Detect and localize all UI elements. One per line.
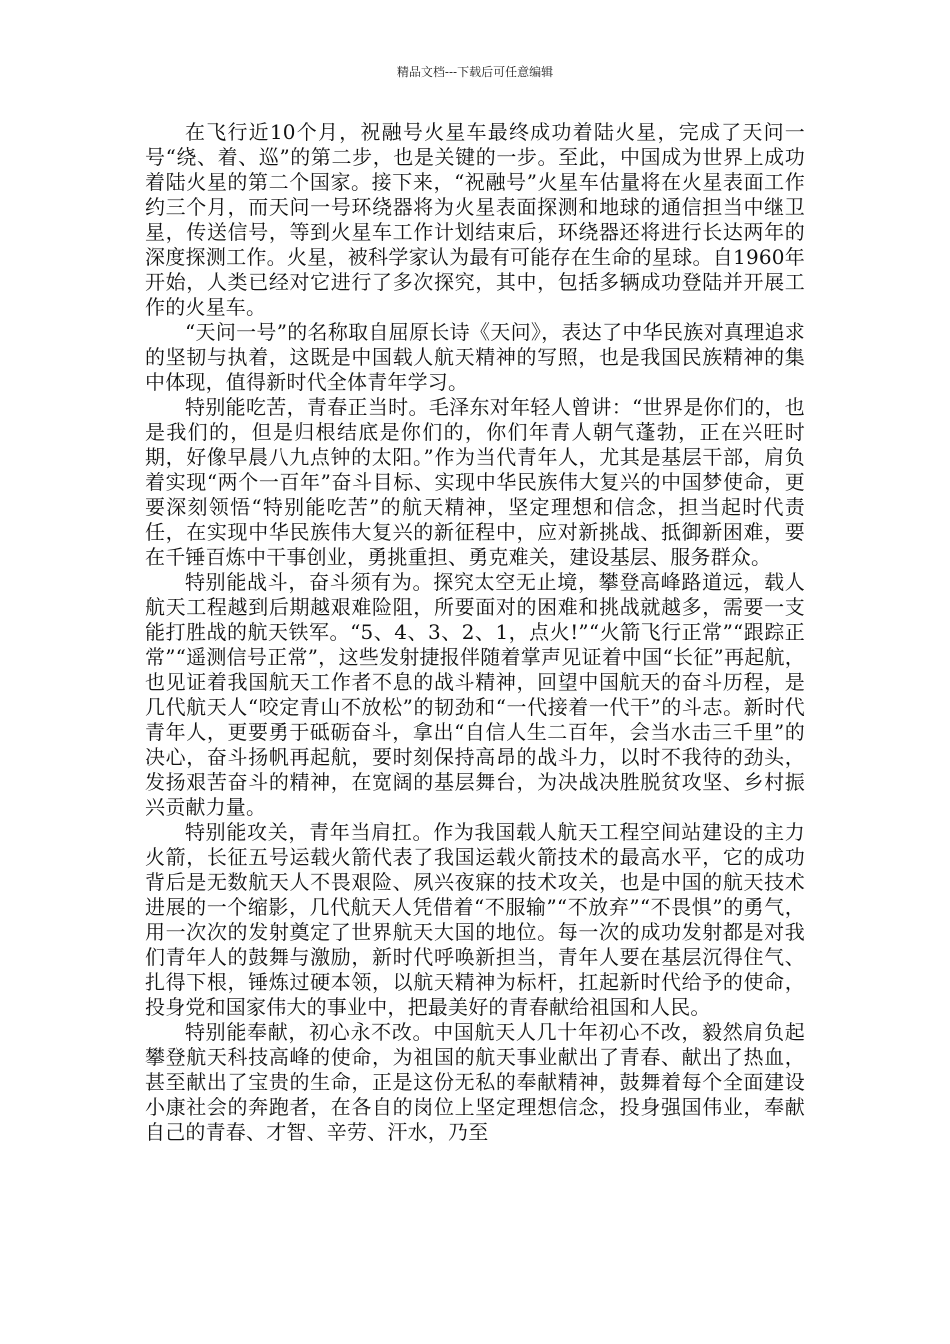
paragraph-1: 在飞行近10个月，祝融号火星车最终成功着陆火星，完成了天问一号“绕、着、巡”的第二步，也是关键的一步。至此，中国成为世界上成功着陆火星的第二个国家。接下来，“祝融号”火星车估量将在火星表面工作约三个月，而天问一号环绕器将为火星表面探测和地球的通信担当中继卫星，传送信号，等到火星车工作计划结束后，环绕器还将进行长达两年的深度探测工作。火星，被科学家认为最有可能存在生命的星球。自1960年开始，人类已经对它进行了多次探究，其中，包括多辆成功登陆并开展工作的火星车。	[145, 120, 805, 319]
paragraph-6: 特别能奉献，初心永不改。中国航天人几十年初心不改，毅然肩负起攀登航天科技高峰的使命，为祖国的航天事业献出了青春、献出了热血，甚至献出了宝贵的生命，正是这份无私的奉献精神，鼓舞着每个全面建设小康社会的奔跑者，在各自的岗位上坚定理想信念，投身强国伟业，奉献自己的青春、才智、辛劳、汗水，乃至	[145, 1020, 805, 1144]
document-body	[145, 120, 805, 1145]
paragraph-4: 特别能战斗，奋斗须有为。探究太空无止境，攀登高峰路道远，载人航天工程越到后期越艰难险阻，所要面对的困难和挑战就越多，需要一支能打胜战的航天铁军。“5、4、3、2、1，点火!”“火箭飞行正常”“跟踪正常”“遥测信号正常”，这些发射捷报伴随着掌声见证着中国“长征”再起航，也见证着我国航天工作者不息的战斗精神，回望中国航天的奋斗历程，是几代航天人“咬定青山不放松”的韧劲和“一代接着一代干”的斗志。新时代青年人，更要勇于砥砺奋斗，拿出“自信人生二百年，会当水击三千里”的决心，奋斗扬帆再起航，要时刻保持高昂的战斗力，以时不我待的劲头，发扬艰苦奋斗的精神，在宽阔的基层舞台，为决战决胜脱贫攻坚、乡村振兴贡献力量。	[145, 570, 805, 819]
paragraph-3: 特别能吃苦，青春正当时。毛泽东对年轻人曾讲：“世界是你们的，也是我们的，但是归根结底是你们的，你们年青人朝气蓬勃，正在兴旺时期，好像早晨八九点钟的太阳。”作为当代青年人，尤其是基层干部，肩负着实现“两个一百年”奋斗目标、实现中华民族伟大复兴的中国梦使命，更要深刻领悟“特别能吃苦”的航天精神，坚定理想和信念，担当起时代责任，在实现中华民族伟大复兴的新征程中，应对新挑战、抵御新困难，要在千锤百炼中干事创业，勇挑重担、勇克难关，建设基层、服务群众。	[145, 395, 805, 569]
paragraph-2: “天问一号”的名称取自屈原长诗《天问》，表达了中华民族对真理追求的坚韧与执着，这既是中国载人航天精神的写照，也是我国民族精神的集中体现，值得新时代全体青年学习。	[145, 320, 805, 394]
page-header: 精品文档---下载后可任意编辑	[396, 65, 554, 79]
paragraph-5: 特别能攻关，青年当肩扛。作为我国载人航天工程空间站建设的主力火箭，长征五号运载火箭代表了我国运载火箭技术的最高水平，它的成功背后是无数航天人不畏艰险、夙兴夜寐的技术攻关，也是中国的航天技术进展的一个缩影，几代航天人凭借着“不服输”“不放弃”“不畏惧”的勇气，用一次次的发射奠定了世界航天大国的地位。每一次的成功发射都是对我们青年人的鼓舞与激励，新时代呼唤新担当，青年人要在基层沉得住气、扎得下根，锤炼过硬本领，以航天精神为标杆，扛起新时代给予的使命，投身党和国家伟大的事业中，把最美好的青春献给祖国和人民。	[145, 820, 805, 1019]
